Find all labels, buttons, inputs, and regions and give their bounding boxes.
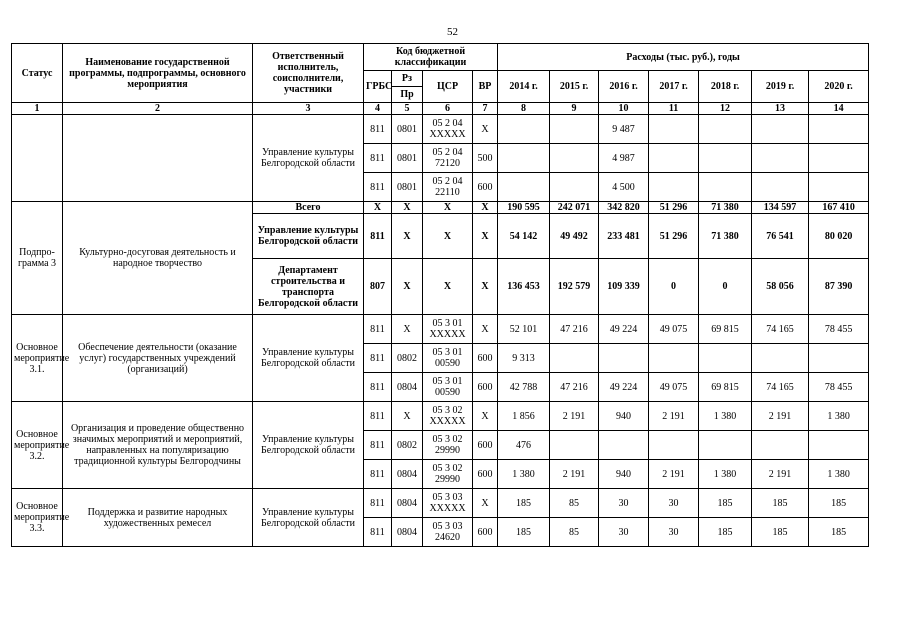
header-responsible: Ответственный исполнитель, соисполнители, участники xyxy=(253,44,364,103)
status-cell: Подпро-грамма 3 xyxy=(12,202,63,315)
col-number: 5 xyxy=(392,103,423,115)
table-row: 811 0804 05 3 01 00590 600 42 788 47 216 49 224 49 075 69 815 74 165 78 455 xyxy=(12,373,869,402)
table-row: 811 0802 05 3 01 00590 600 9 313 xyxy=(12,344,869,373)
name-cell xyxy=(63,115,253,202)
responsible-cell: Управление культуры Белгородской области xyxy=(253,402,364,489)
table-row: 811 0804 05 3 02 29990 600 1 380 2 191 940 2 191 1 380 2 191 1 380 xyxy=(12,460,869,489)
header-budget-code: Код бюджетной классификации xyxy=(364,44,498,71)
header-year: 2019 г. xyxy=(752,71,809,103)
header-grbs: ГРБС xyxy=(364,71,392,103)
responsible-cell: Управление культуры Белгородской области xyxy=(253,115,364,202)
table-row: 811 0802 05 3 02 29990 600 476 xyxy=(12,431,869,460)
responsible-cell: Управление культуры Белгородской области xyxy=(253,489,364,547)
status-cell: Основное мероприятие 3.2. xyxy=(12,402,63,489)
table-row: Управление культуры Белгородской области 811 X X X 54 142 49 492 233 481 51 296 71 380 76 541 80 020 xyxy=(12,214,869,259)
header-year: 2017 г. xyxy=(649,71,699,103)
col-number: 9 xyxy=(550,103,599,115)
col-number: 7 xyxy=(473,103,498,115)
col-number: 3 xyxy=(253,103,364,115)
table-row: 811 0804 05 3 03 24620 600 185 85 30 30 185 185 185 xyxy=(12,518,869,547)
table-row: Основное мероприятие 3.3. Поддержка и развитие народных художественных ремесел Управление культуры Белгородской области 811 0804 05 3 03 XXXXX X 185 85 30 30 185 185 185 xyxy=(12,489,869,518)
col-number: 6 xyxy=(423,103,473,115)
table-row: 811 0801 05 2 04 72120 500 4 987 xyxy=(12,144,869,173)
header-year: 2018 г. xyxy=(699,71,752,103)
col-number: 11 xyxy=(649,103,699,115)
col-number: 4 xyxy=(364,103,392,115)
header-year: 2014 г. xyxy=(498,71,550,103)
table-row: Департамент строительства и транспорта Белгородской области 807 X X X 136 453 192 579 109 339 0 0 58 056 87 390 xyxy=(12,259,869,315)
header-vr: ВР xyxy=(473,71,498,103)
col-number: 10 xyxy=(599,103,649,115)
budget-table xyxy=(11,43,869,547)
col-number: 13 xyxy=(752,103,809,115)
table-row: Подпро-грамма 3 Культурно-досуговая деятельность и народное творчество Всего X X X X 190 595 242 071 342 820 51 296 71 380 134 597 167 410 xyxy=(12,202,869,214)
name-cell: Обеспечение деятельности (оказание услуг) государственных учреждений (организаций) xyxy=(63,315,253,402)
header-year: 2016 г. xyxy=(599,71,649,103)
table-row: 811 0801 05 2 04 22110 600 4 500 xyxy=(12,173,869,202)
table-row: Основное мероприятие 3.1. Обеспечение деятельности (оказание услуг) государственных учреждений (организаций) Управление культуры Белгородской области 811 X 05 3 01 XXXXX X 52 101 47 216 49 224 49 075 69 815 74 165 78 455 xyxy=(12,315,869,344)
header-year: 2015 г. xyxy=(550,71,599,103)
status-cell: Основное мероприятие 3.3. xyxy=(12,489,63,547)
responsible-cell: Управление культуры Белгородской области xyxy=(253,315,364,402)
status-cell xyxy=(12,115,63,202)
header-csr: ЦСР xyxy=(423,71,473,103)
col-number: 8 xyxy=(498,103,550,115)
page-number: 52 xyxy=(447,26,458,38)
status-cell: Основное мероприятие 3.1. xyxy=(12,315,63,402)
col-number: 1 xyxy=(12,103,63,115)
col-number: 12 xyxy=(699,103,752,115)
header-name: Наименование государственной программы, подпрограммы, основного мероприятия xyxy=(63,44,253,103)
header-expenses: Расходы (тыс. руб.), годы xyxy=(498,44,869,71)
col-number: 14 xyxy=(809,103,869,115)
header-year: 2020 г. xyxy=(809,71,869,103)
name-cell: Поддержка и развитие народных художественных ремесел xyxy=(63,489,253,547)
header-status: Статус xyxy=(12,44,63,103)
table-row: Основное мероприятие 3.2. Организация и проведение общественно значимых мероприятий и мероприятий, направленных на популяризацию традиционной культуры Белгородчины Управление культуры Белгородской области 811 X 05 3 02 XXXXX X 1 856 2 191 940 2 191 1 380 2 191 1 380 xyxy=(12,402,869,431)
header-pr: Пр xyxy=(392,87,423,103)
name-cell: Организация и проведение общественно значимых мероприятий и мероприятий, направленных на популяризацию традиционной культуры Белгородчины xyxy=(63,402,253,489)
col-number: 2 xyxy=(63,103,253,115)
table-row: Управление культуры Белгородской области 811 0801 05 2 04 XXXXX X 9 487 xyxy=(12,115,869,144)
header-rz: Рз xyxy=(392,71,423,87)
name-cell: Культурно-досуговая деятельность и народное творчество xyxy=(63,202,253,315)
